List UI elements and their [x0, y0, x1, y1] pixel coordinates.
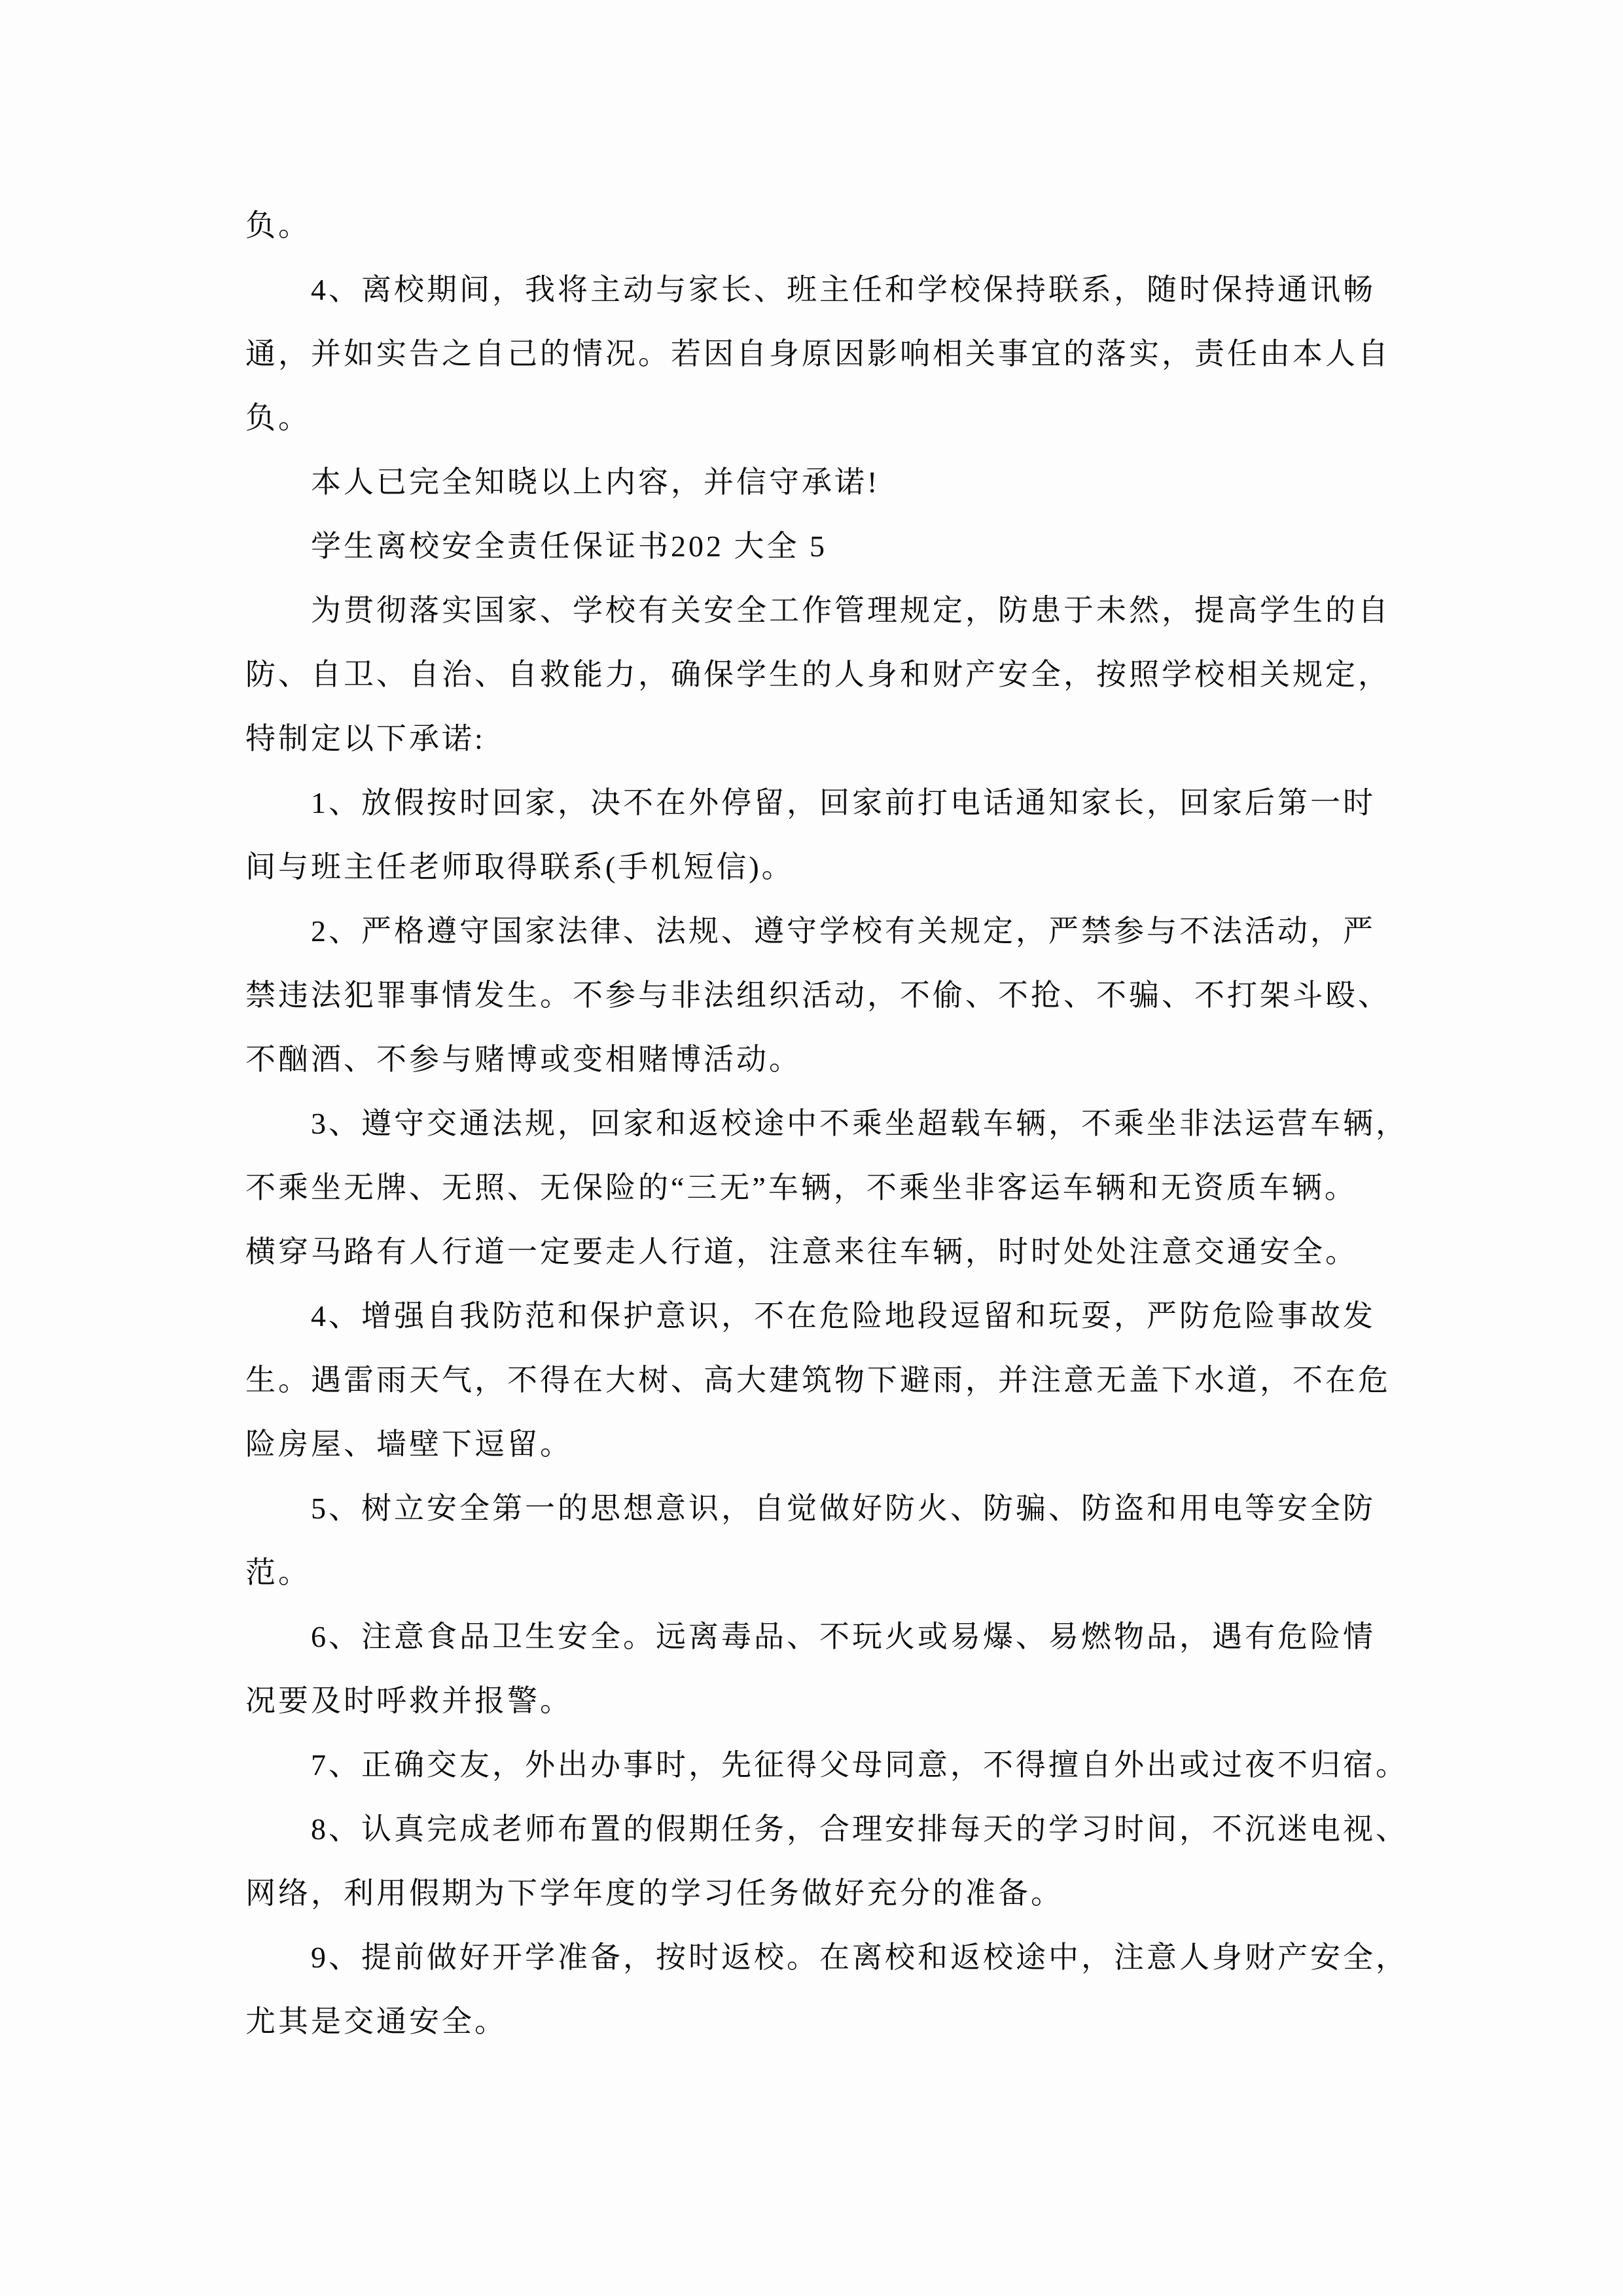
text-line: 负。 — [245, 209, 311, 242]
document-title: 学生离校安全责任保证书202 大全 5 — [311, 529, 827, 563]
text-column — [245, 194, 1430, 2054]
text-line: 不酗酒、不参与赌博或变相赌博活动。 — [245, 1043, 802, 1076]
text-line: 况要及时呼救并报警。 — [245, 1684, 573, 1717]
text-line: 险房屋、墙壁下逗留。 — [245, 1427, 573, 1461]
text-line: 本人已完全知晓以上内容，并信守承诺! — [311, 465, 880, 499]
text-line: 特制定以下承诺: — [245, 722, 486, 755]
text-line: 间与班主任老师取得联系(手机短信)。 — [245, 850, 794, 884]
text-line: 不乘坐无牌、无照、无保险的“三无”车辆，不乘坐非客运车辆和无资质车辆。 — [245, 1171, 1357, 1204]
text-line: 禁违法犯罪事情发生。不参与非法组织活动，不偷、不抢、不骗、不打架斗殴、 — [245, 978, 1391, 1012]
text-line: 尤其是交通安全。 — [245, 2005, 507, 2038]
text-line: 9、提前做好开学准备，按时返校。在离校和返校途中，注意人身财产安全， — [311, 1941, 1408, 1974]
text-line: 横穿马路有人行道一定要走人行道，注意来往车辆，时时处处注意交通安全。 — [245, 1235, 1358, 1268]
text-line: 为贯彻落实国家、学校有关安全工作管理规定，防患于未然，提高学生的自 — [311, 594, 1391, 627]
text-line: 2、严格遵守国家法律、法规、遵守学校有关规定，严禁参与不法活动，严 — [311, 914, 1376, 948]
text-line: 通，并如实告之自己的情况。若因自身原因影响相关事宜的落实，责任由本人自 — [245, 337, 1391, 370]
text-line: 防、自卫、自治、自救能力，确保学生的人身和财产安全，按照学校相关规定， — [245, 658, 1391, 691]
text-line: 8、认真完成老师布置的假期任务，合理安排每天的学习时间，不沉迷电视、 — [311, 1812, 1408, 1846]
text-line: 3、遵守交通法规，回家和返校途中不乘坐超载车辆，不乘坐非法运营车辆， — [311, 1107, 1408, 1140]
text-line: 生。遇雷雨天气，不得在大树、高大建筑物下避雨，并注意无盖下水道，不在危 — [245, 1363, 1391, 1397]
text-line: 6、注意食品卫生安全。远离毒品、不玩火或易爆、易燃物品，遇有危险情 — [311, 1620, 1376, 1653]
text-line: 负。 — [245, 401, 311, 435]
text-line: 7、正确交友，外出办事时，先征得父母同意，不得擅自外出或过夜不归宿。 — [311, 1748, 1408, 1782]
text-line: 网络，利用假期为下学年度的学习任务做好充分的准备。 — [245, 1876, 1063, 1910]
text-line: 范。 — [245, 1556, 311, 1589]
text-line: 4、离校期间，我将主动与家长、班主任和学校保持联系，随时保持通讯畅 — [311, 273, 1376, 306]
text-line: 1、放假按时回家，决不在外停留，回家前打电话通知家长，回家后第一时 — [311, 786, 1376, 819]
text-line: 5、树立安全第一的思想意识，自觉做好防火、防骗、防盗和用电等安全防 — [311, 1492, 1376, 1525]
text-line: 4、增强自我防范和保护意识，不在危险地段逗留和玩耍，严防危险事故发 — [311, 1299, 1376, 1333]
